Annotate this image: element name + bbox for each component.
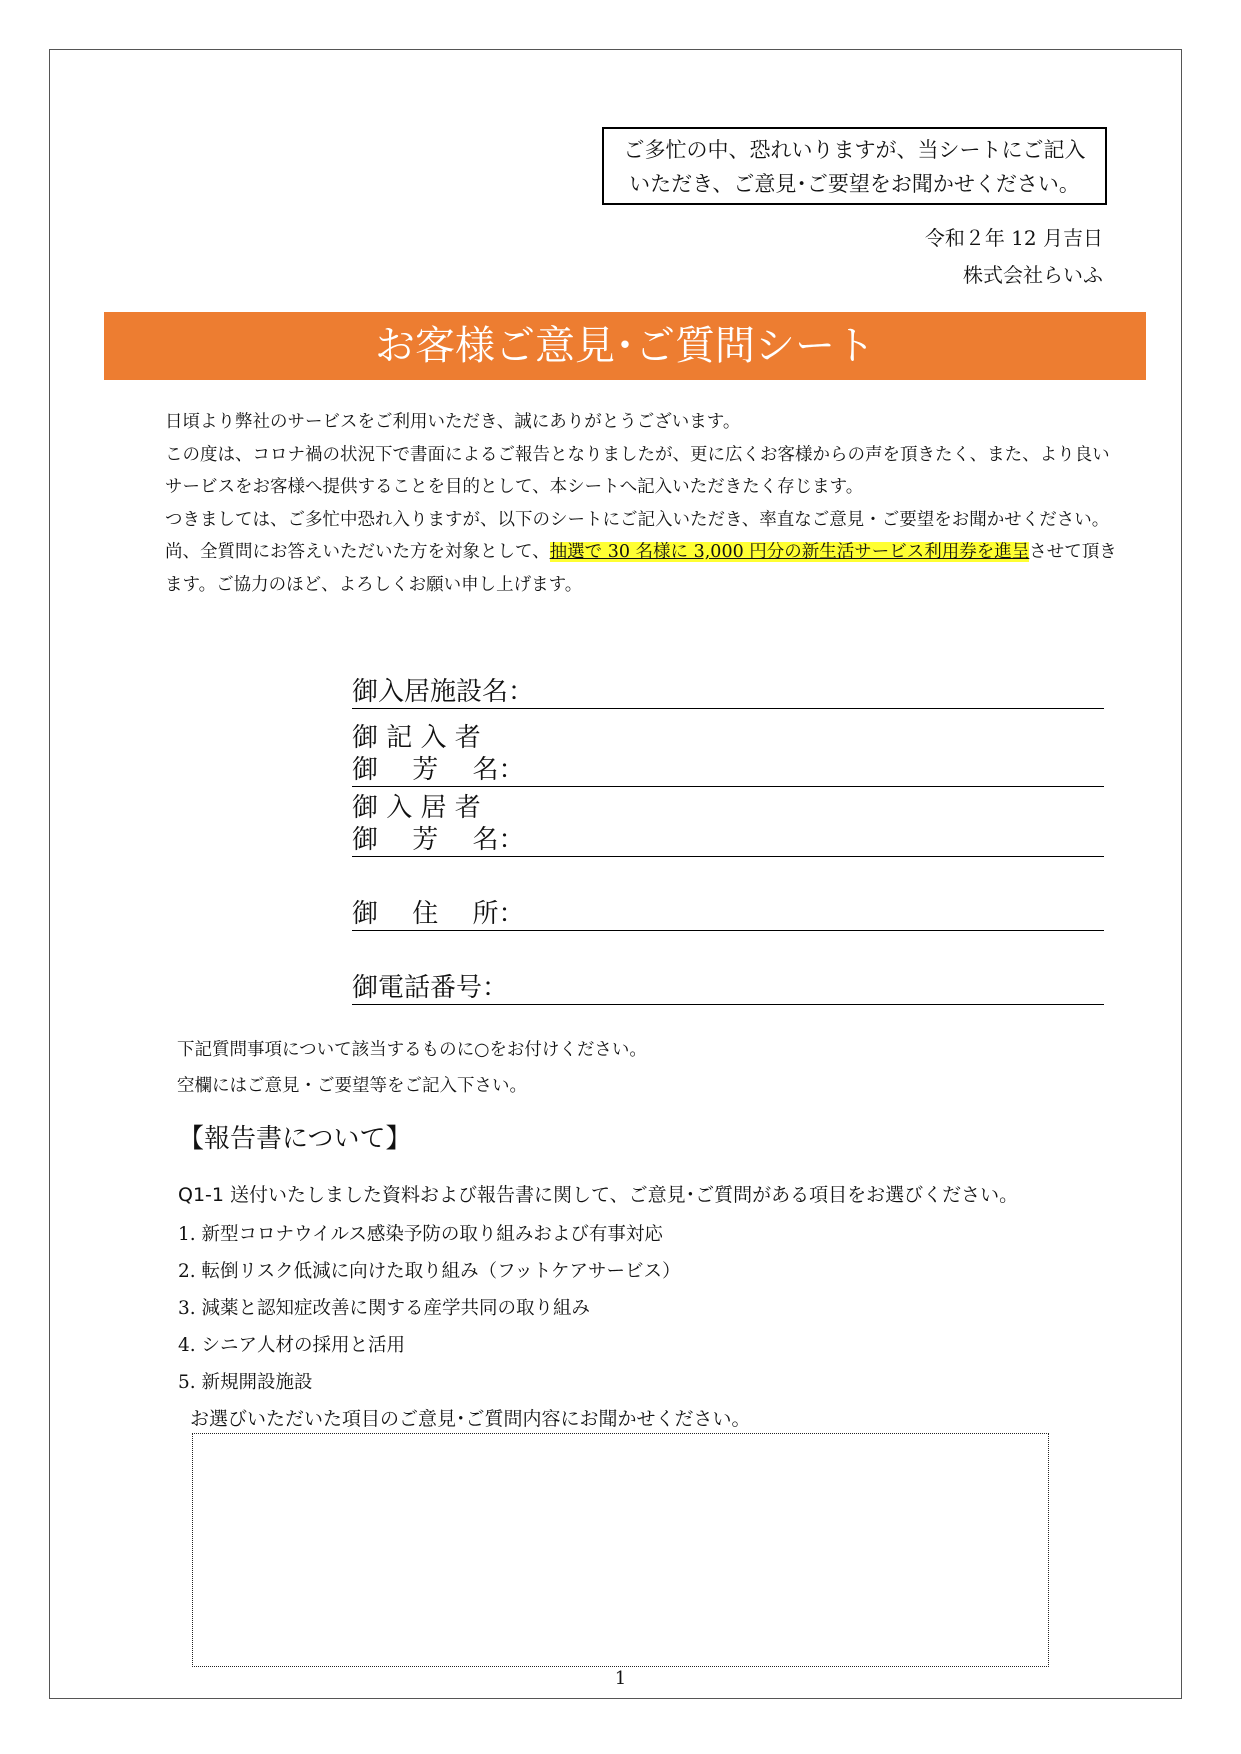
question-q1-1: Q1-1 送付いたしました資料および報告書に関して、ご意見･ご質問がある項目をお選びください。	[178, 1184, 1019, 1206]
intro-text	[165, 406, 1120, 601]
resident-name-label-line-1: 御 入 居 者	[352, 793, 481, 823]
intro-paragraph-3: つきましては、ご多忙中恐れ入りますが、以下のシートにご記入いただき、率直なご意見・ご要望をお聞かせください。	[165, 509, 1110, 530]
facility-name-field[interactable]	[352, 676, 1104, 709]
writer-name-label-line-2: 御 芳 名：	[352, 755, 525, 785]
writer-name-field[interactable]	[352, 722, 1104, 787]
intro-paragraph-2: この度は、コロナ禍の状況下で書面によるご報告となりましたが、更に広くお客様からの声を頂きたく、また、より良いサービスをお客様へ提供することを目的として、本シートへ記入いただきたく存じます。	[165, 444, 1110, 497]
address-label: 御 住 所：	[352, 899, 525, 929]
section-title: 【報告書について】	[178, 1124, 412, 1154]
comment-prompt: お選びいただいた項目のご意見･ご質問内容にお聞かせください。	[190, 1408, 751, 1430]
facility-name-label: 御入居施設名：	[352, 677, 535, 707]
address-field[interactable]	[352, 898, 1104, 931]
writer-name-label-line-1: 御 記 入 者	[352, 723, 481, 753]
intro-p4-post: させて頂きます。ご協力のほど、よろしくお願い申し上げます。	[165, 542, 1117, 595]
comment-answer-box[interactable]	[192, 1433, 1049, 1667]
resident-name-label-line-2: 御 芳 名：	[352, 825, 525, 855]
intro-paragraph-4	[165, 536, 1120, 601]
option-3[interactable]: 3. 減薬と認知症改善に関する産学共同の取り組み	[178, 1298, 591, 1319]
phone-label: 御電話番号：	[352, 973, 509, 1003]
option-5[interactable]: 5. 新規開設施設	[178, 1372, 313, 1393]
phone-field[interactable]	[352, 972, 1104, 1005]
option-4[interactable]: 4. シニア人材の採用と活用	[178, 1335, 406, 1356]
company-name: 株式会社らいふ	[963, 263, 1103, 287]
instruction-line-1: 下記質問事項について該当するものに○をお付けください。	[177, 1040, 647, 1060]
lottery-highlight: 抽選で 30 名様に 3,000 円分の新生活サービス利用券を進呈	[549, 542, 1030, 562]
option-2[interactable]: 2. 転倒リスク低減に向けた取り組み（フットケアサービス）	[178, 1261, 681, 1282]
notice-line-2: いただき、ご意見･ご要望をお聞かせください。	[629, 172, 1080, 196]
intro-paragraph-1: 日頃より弊社のサービスをご利用いただき、誠にありがとうございます。	[165, 412, 741, 432]
option-1[interactable]: 1. 新型コロナウイルス感染予防の取り組みおよび有事対応	[178, 1224, 663, 1245]
notice-box	[602, 127, 1107, 205]
intro-p4-pre: 尚、全質問にお答えいただいた方を対象として、	[165, 542, 550, 562]
instruction-line-2: 空欄にはご意見・ご要望等をご記入下さい。	[177, 1076, 527, 1096]
notice-line-1: ご多忙の中、恐れいりますが、当シートにご記入	[623, 138, 1086, 162]
page-number: 1	[614, 1668, 627, 1689]
document-title: お客様ご意見･ご質問シート	[104, 312, 1146, 380]
issue-date: 令和２年 12 月吉日	[924, 226, 1103, 250]
resident-name-field[interactable]	[352, 792, 1104, 857]
